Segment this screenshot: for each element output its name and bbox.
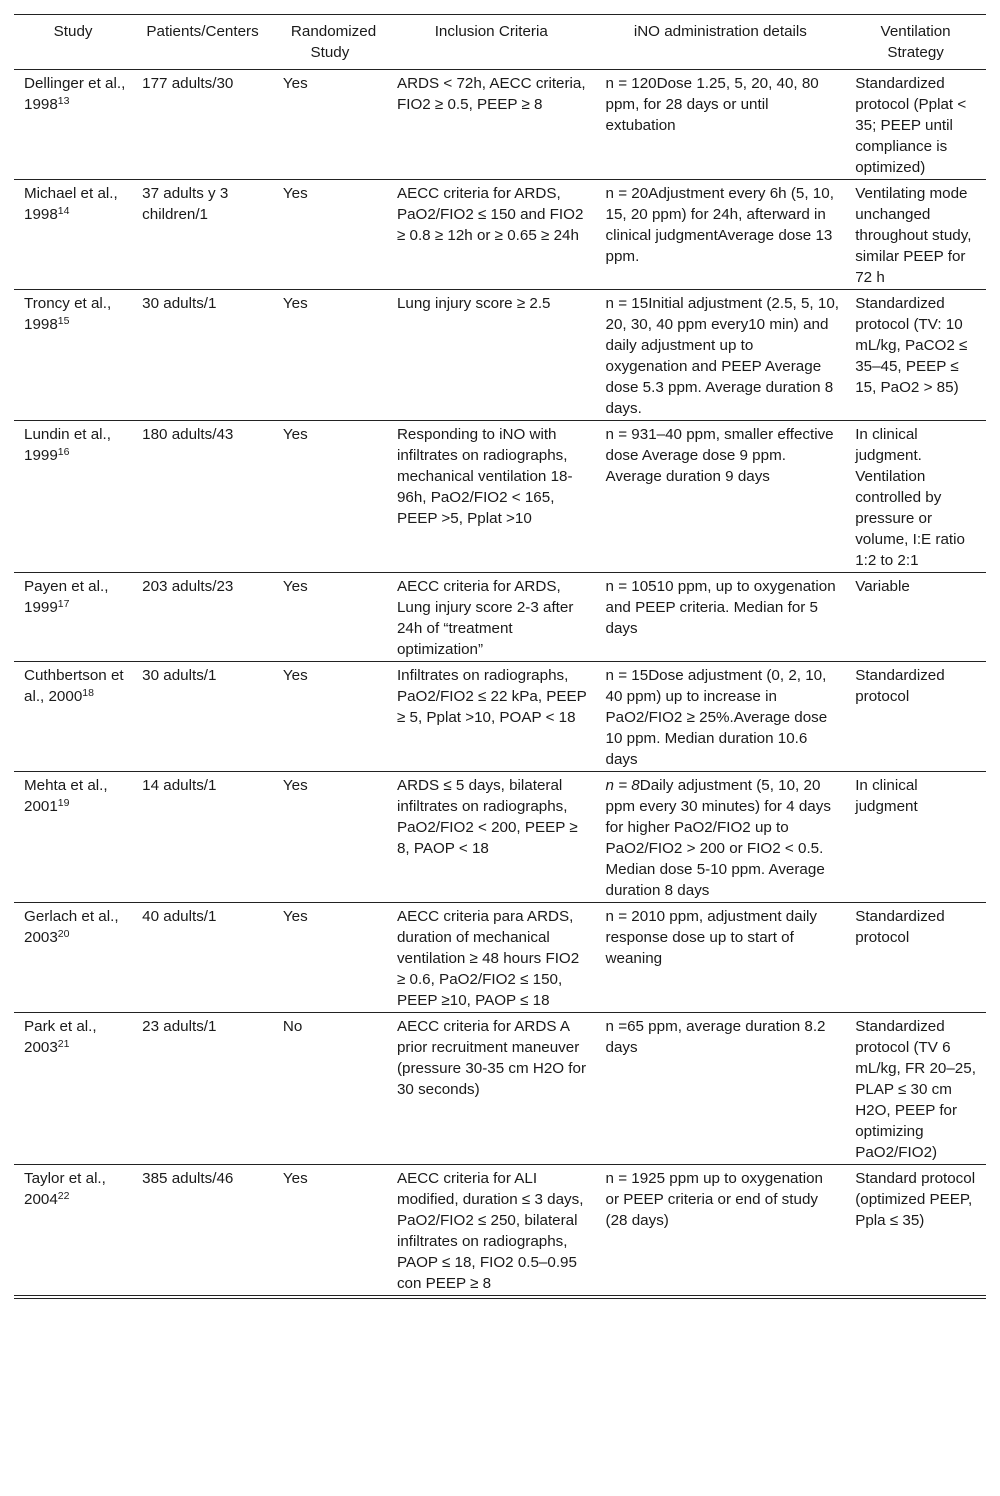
cell-ventilation-strategy: In clinical judgment. Ventilation controlled by pressure or volume, I:E ratio 1:2 to 2:1	[845, 421, 986, 573]
cell-inclusion-criteria: Lung injury score ≥ 2.5	[387, 290, 596, 421]
study-name: Lundin et al., 1999	[24, 426, 111, 464]
cell-ventilation-strategy: In clinical judgment	[845, 772, 986, 903]
cell-inclusion-criteria: AECC criteria for ALI modified, duration ≤ 3 days, PaO2/FIO2 ≤ 250, bilateral infiltrates on radiographs, PAOP ≤ 18, FIO2 0.5–0.95 con PEEP ≥ 8	[387, 1165, 596, 1298]
table-row	[14, 772, 986, 903]
ino-description: 10 ppm, adjustment daily response dose up to start of weaning	[605, 908, 818, 967]
ino-description: 5 ppm up to oxygenation or PEEP criteria or end of study (28 days)	[605, 1170, 823, 1229]
ino-sample-size: n = 20	[605, 908, 649, 925]
table-row	[14, 1013, 986, 1165]
study-name: Cuthbertson et al., 2000	[24, 667, 124, 705]
cell-study	[14, 772, 132, 903]
cell-ino-details	[596, 180, 846, 290]
cell-ino-details	[596, 70, 846, 180]
cell-ino-details	[596, 662, 846, 772]
reference-number: 15	[57, 315, 70, 327]
table-row	[14, 180, 986, 290]
cell-study	[14, 180, 132, 290]
cell-inclusion-criteria: AECC criteria for ARDS A prior recruitment maneuver (pressure 30-35 cm H2O for 30 seconds)	[387, 1013, 596, 1165]
table-row	[14, 573, 986, 662]
cell-inclusion-criteria: AECC criteria para ARDS, duration of mechanical ventilation ≥ 48 hours FIO2 ≥ 0.6, PaO2/FIO2 ≤ 150, PEEP ≥10, PAOP ≤ 18	[387, 903, 596, 1013]
cell-ino-details	[596, 573, 846, 662]
reference-number: 22	[57, 1190, 70, 1202]
cell-patients-centers: 385 adults/46	[132, 1165, 273, 1298]
study-name: Mehta et al., 2001	[24, 777, 108, 815]
cell-study	[14, 1013, 132, 1165]
cell-patients-centers: 203 adults/23	[132, 573, 273, 662]
reference-number: 17	[57, 598, 70, 610]
cell-patients-centers: 180 adults/43	[132, 421, 273, 573]
ino-description: 1–40 ppm, smaller effective dose Average dose 9 ppm. Average duration 9 days	[605, 426, 834, 485]
study-name: Payen et al., 1999	[24, 578, 109, 616]
ino-description: Dose 1.25, 5, 20, 40, 80 ppm, for 28 days or until extubation	[605, 75, 819, 134]
cell-randomized: Yes	[273, 772, 387, 903]
cell-ventilation-strategy: Standardized protocol (TV: 10 mL/kg, PaCO2 ≤ 35–45, PEEP ≤ 15, PaO2 > 85)	[845, 290, 986, 421]
cell-ino-details	[596, 772, 846, 903]
ino-description: Daily adjustment (5, 10, 20 ppm every 30 minutes) for 4 days for higher PaO2/FIO2 up to PaO2/FIO2 > 200 or FIO2 < 0.5. Median dose 5-10 ppm. Average duration 8 days	[605, 777, 831, 899]
cell-randomized: Yes	[273, 180, 387, 290]
study-name: Taylor et al., 2004	[24, 1170, 106, 1208]
cell-randomized: Yes	[273, 573, 387, 662]
cell-ino-details	[596, 903, 846, 1013]
ino-sample-size: n = 192	[605, 1170, 657, 1187]
ino-sample-size: n = 105	[605, 578, 657, 595]
cell-inclusion-criteria: AECC criteria for ARDS, PaO2/FIO2 ≤ 150 and FIO2 ≥ 0.8 ≥ 12h or ≥ 0.65 ≥ 24h	[387, 180, 596, 290]
cell-randomized: Yes	[273, 290, 387, 421]
table-body	[14, 70, 986, 1298]
cell-randomized: Yes	[273, 70, 387, 180]
cell-study	[14, 421, 132, 573]
table-row	[14, 290, 986, 421]
ino-sample-size: n =6	[605, 1018, 636, 1035]
ino-description: Initial adjustment (2.5, 5, 10, 20, 30, 40 ppm every10 min) and daily adjustment up to oxygenation and PEEP Average dose 5.3 ppm. Average duration 8 days.	[605, 295, 839, 417]
cell-patients-centers: 30 adults/1	[132, 290, 273, 421]
cell-ino-details	[596, 290, 846, 421]
cell-randomized: Yes	[273, 903, 387, 1013]
study-table	[14, 14, 986, 1299]
cell-ventilation-strategy: Standardized protocol	[845, 903, 986, 1013]
cell-randomized: Yes	[273, 1165, 387, 1298]
cell-inclusion-criteria: ARDS < 72h, AECC criteria, FIO2 ≥ 0.5, PEEP ≥ 8	[387, 70, 596, 180]
cell-ventilation-strategy: Standardized protocol (TV 6 mL/kg, FR 20–25, PLAP ≤ 30 cm H2O, PEEP for optimizing PaO2/FIO2)	[845, 1013, 986, 1165]
header-ventilation-strategy: Ventilation Strategy	[845, 15, 986, 70]
cell-ventilation-strategy: Ventilating mode unchanged throughout study, similar PEEP for 72 h	[845, 180, 986, 290]
ino-sample-size: n = 20	[605, 185, 649, 202]
cell-ino-details	[596, 1013, 846, 1165]
cell-study	[14, 290, 132, 421]
ino-description: Dose adjustment (0, 2, 10, 40 ppm) up to increase in PaO2/FIO2 ≥ 25%.Average dose 10 ppm. Median duration 10.6 days	[605, 667, 828, 768]
reference-number: 20	[57, 928, 70, 940]
reference-number: 13	[57, 95, 70, 107]
cell-patients-centers: 40 adults/1	[132, 903, 273, 1013]
cell-patients-centers: 37 adults y 3 children/1	[132, 180, 273, 290]
study-name: Dellinger et al., 1998	[24, 75, 126, 113]
cell-inclusion-criteria: Responding to iNO with infiltrates on radiographs, mechanical ventilation 18-96h, PaO2/FIO2 < 165, PEEP >5, Pplat >10	[387, 421, 596, 573]
cell-study	[14, 662, 132, 772]
ino-description: Adjustment every 6h (5, 10, 15, 20 ppm) for 24h, afterward in clinical judgmentAverage dose 13 ppm.	[605, 185, 834, 265]
cell-study	[14, 573, 132, 662]
header-row	[14, 15, 986, 70]
table-row	[14, 662, 986, 772]
ino-sample-size: n = 93	[605, 426, 649, 443]
ino-description: 5 ppm, average duration 8.2 days	[605, 1018, 826, 1056]
cell-randomized: Yes	[273, 662, 387, 772]
ino-sample-size: n = 15	[605, 667, 649, 684]
reference-number: 14	[57, 205, 70, 217]
study-name: Park et al., 2003	[24, 1018, 97, 1056]
table-row	[14, 1165, 986, 1298]
cell-patients-centers: 14 adults/1	[132, 772, 273, 903]
cell-ino-details	[596, 1165, 846, 1298]
header-randomized: Randomized Study	[273, 15, 387, 70]
ino-sample-size: n = 120	[605, 75, 657, 92]
cell-randomized: No	[273, 1013, 387, 1165]
cell-inclusion-criteria: Infiltrates on radiographs, PaO2/FIO2 ≤ 22 kPa, PEEP ≥ 5, Pplat >10, POAP < 18	[387, 662, 596, 772]
cell-ventilation-strategy: Standard protocol (optimized PEEP, Ppla ≤ 35)	[845, 1165, 986, 1298]
reference-number: 18	[82, 687, 94, 699]
cell-randomized: Yes	[273, 421, 387, 573]
study-name: Troncy et al., 1998	[24, 295, 112, 333]
reference-number: 16	[57, 446, 70, 458]
cell-inclusion-criteria: ARDS ≤ 5 days, bilateral infiltrates on radiographs, PaO2/FIO2 < 200, PEEP ≥ 8, PAOP < 18	[387, 772, 596, 903]
study-name: Gerlach et al., 2003	[24, 908, 119, 946]
table-row	[14, 903, 986, 1013]
cell-study	[14, 903, 132, 1013]
cell-patients-centers: 23 adults/1	[132, 1013, 273, 1165]
table-row	[14, 421, 986, 573]
header-study: Study	[14, 15, 132, 70]
ino-sample-size: n = 8	[605, 777, 640, 794]
cell-patients-centers: 30 adults/1	[132, 662, 273, 772]
header-patients-centers: Patients/Centers	[132, 15, 273, 70]
cell-ventilation-strategy: Standardized protocol	[845, 662, 986, 772]
ino-sample-size: n = 15	[605, 295, 649, 312]
cell-ventilation-strategy: Standardized protocol (Pplat < 35; PEEP until compliance is optimized)	[845, 70, 986, 180]
table-container	[14, 14, 986, 1299]
header-inclusion-criteria: Inclusion Criteria	[387, 15, 596, 70]
cell-patients-centers: 177 adults/30	[132, 70, 273, 180]
ino-description: 10 ppm, up to oxygenation and PEEP criteria. Median for 5 days	[605, 578, 836, 637]
cell-study	[14, 70, 132, 180]
reference-number: 19	[57, 797, 70, 809]
reference-number: 21	[57, 1038, 70, 1050]
header-ino-details: iNO administration details	[596, 15, 846, 70]
study-name: Michael et al., 1998	[24, 185, 118, 223]
table-row	[14, 70, 986, 180]
cell-inclusion-criteria: AECC criteria for ARDS, Lung injury score 2-3 after 24h of “treatment optimization”	[387, 573, 596, 662]
cell-study	[14, 1165, 132, 1298]
cell-ino-details	[596, 421, 846, 573]
cell-ventilation-strategy: Variable	[845, 573, 986, 662]
